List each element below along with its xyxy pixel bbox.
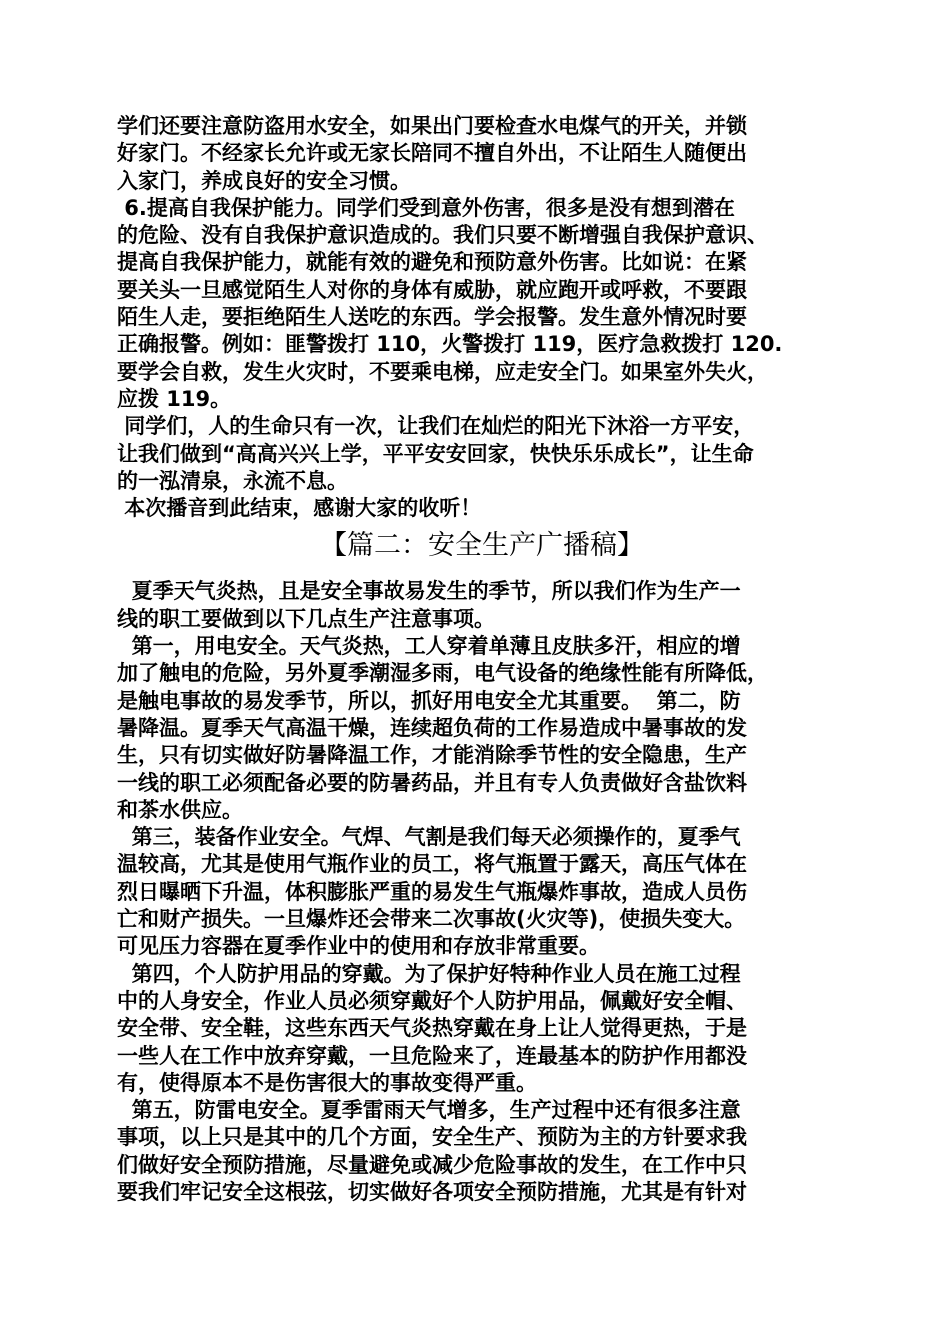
text-line: 有，使得原本不是伤害很大的事故变得严重。 [117,1070,537,1095]
text-line: 的危险、没有自我保护意识造成的。我们只要不断增强自我保护意识、 [117,223,768,248]
text-line: 应拨 119。 [117,386,232,411]
text-line: 正确报警。例如：匪警拨打 110，火警拨打 119，医疗急救拨打 120. [117,332,783,357]
text-line: 暑降温。夏季天气高温干燥，连续超负荷的工作易造成中暑事故的发 [117,715,747,740]
document-page [117,113,847,1206]
text-line: 本次播音到此结束，感谢大家的收听！ [117,496,482,521]
text-line: 提高自我保护能力，就能有效的避免和预防意外伤害。比如说：在紧 [117,250,747,275]
text-line: 陌生人走，要拒绝陌生人送吃的东西。学会报警。发生意外情况时要 [117,305,747,330]
text-line: 第三，装备作业安全。气焊、气割是我们每天必须操作的，夏季气 [117,825,741,850]
text-line: 第五，防雷电安全。夏季雷雨天气增多，生产过程中还有很多注意 [117,1098,741,1123]
text-line: 们做好安全预防措施，尽量避免或减少危险事故的发生，在工作中只 [117,1152,747,1177]
text-line: 亡和财产损失。一旦爆炸还会带来二次事故(火灾等)，使损失变大。 [117,907,746,932]
text-line: 学们还要注意防盗用水安全，如果出门要检查水电煤气的开关，并锁 [117,114,747,138]
text-line: 要学会自救，发生火灾时，不要乘电梯，应走安全门。如果室外失火， [117,359,768,384]
text-line: 第一，用电安全。天气炎热，工人穿着单薄且皮肤多汗，相应的增 [117,634,741,659]
section-2-body [117,578,847,1206]
text-line: 6.提高自我保护能力。同学们受到意外伤害，很多是没有想到潜在 [117,195,735,220]
text-line: 安全带、安全鞋，这些东西天气炎热穿戴在身上让人觉得更热，于是 [117,1016,747,1041]
text-line: 夏季天气炎热，且是安全事故易发生的季节，所以我们作为生产一 [117,579,741,604]
text-line: 加了触电的危险，另外夏季潮湿多雨，电气设备的绝缘性能有所降低， [117,661,768,686]
text-line: 第四，个人防护用品的穿戴。为了保护好特种作业人员在施工过程 [117,961,741,986]
section-heading: 【篇二：安全生产广播稿】 [320,530,644,562]
text-line: 生，只有切实做好防暑降温工作，才能消除季节性的安全隐患，生产 [117,743,747,768]
section-1-body [117,113,847,522]
text-line: 让我们做到“高高兴兴上学，平平安安回家，快快乐乐成长”，让生命 [117,441,754,466]
text-line: 要关头一旦感觉陌生人对你的身体有威胁，就应跑开或呼救，不要跟 [117,277,747,302]
text-line: 事项，以上只是其中的几个方面，安全生产、预防为主的方针要求我 [117,1125,747,1150]
text-line: 好家门。不经家长允许或无家长陪同不擅自外出，不让陌生人随便出 [117,141,747,166]
text-line: 入家门，养成良好的安全习惯。 [117,168,411,193]
text-line: 烈日曝晒下升温，体积膨胀严重的易发生气瓶爆炸事故，造成人员伤 [117,879,747,904]
text-line: 同学们，人的生命只有一次，让我们在灿烂的阳光下沐浴一方平安， [117,414,755,439]
text-line: 是触电事故的易发季节，所以，抓好用电安全尤其重要。 第二，防 [117,688,741,713]
text-line: 温较高，尤其是使用气瓶作业的员工，将气瓶置于露天，高压气体在 [117,852,747,877]
text-line: 的一泓清泉，永流不息。 [117,468,348,493]
text-line: 线的职工要做到以下几点生产注意事项。 [117,606,495,631]
text-line: 一些人在工作中放弃穿戴，一旦危险来了，连最基本的防护作用都没 [117,1043,747,1068]
text-line: 中的人身安全，作业人员必须穿戴好个人防护用品，佩戴好安全帽、 [117,988,747,1013]
text-line: 和茶水供应。 [117,797,243,822]
text-line: 要我们牢记安全这根弦，切实做好各项安全预防措施，尤其是有针对 [117,1179,747,1204]
text-line: 可见压力容器在夏季作业中的使用和存放非常重要。 [117,934,600,959]
text-line: 一线的职工必须配备必要的防暑药品，并且有专人负责做好含盐饮料 [117,770,747,795]
